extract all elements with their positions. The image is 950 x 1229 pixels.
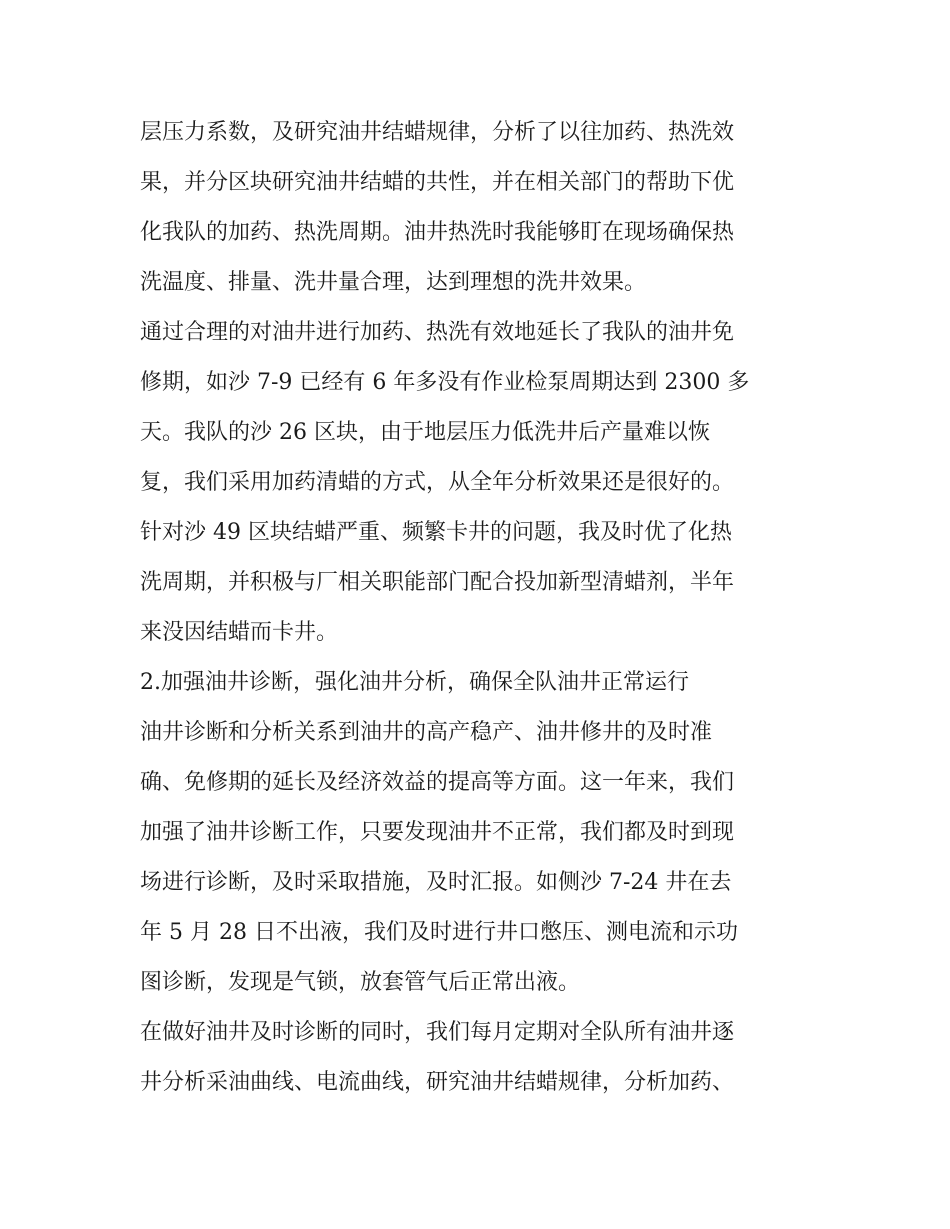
section-heading: 2.加强油井诊断，强化油井分析，确保全队油井正常运行 [140, 670, 689, 695]
text-line: 井分析采油曲线、电流曲线，研究油井结蜡规律，分析加药、 [140, 1070, 735, 1095]
text-line: 场进行诊断，及时采取措施，及时汇报。如侧沙 7-24 井在去 [140, 870, 732, 895]
text-line: 化我队的加药、热洗周期。油井热洗时我能够盯在现场确保热 [140, 220, 735, 245]
text-line: 来没因结蜡而卡井。 [140, 620, 339, 645]
text-line: 洗周期，并积极与厂相关职能部门配合投加新型清蜡剂，半年 [140, 570, 735, 595]
text-line: 层压力系数，及研究油井结蜡规律，分析了以往加药、热洗效 [140, 120, 735, 145]
text-line: 年 5 月 28 日不出液，我们及时进行井口憋压、测电流和示功 [140, 920, 738, 945]
text-line: 通过合理的对油井进行加药、热洗有效地延长了我队的油井免 [140, 320, 735, 345]
text-line: 天。我队的沙 26 区块，由于地层压力低洗井后产量难以恢 [140, 420, 710, 445]
text-line: 图诊断，发现是气锁，放套管气后正常出液。 [140, 970, 581, 995]
text-line: 果，并分区块研究油井结蜡的共性，并在相关部门的帮助下优 [140, 170, 735, 195]
text-line: 确、免修期的延长及经济效益的提高等方面。这一年来，我们 [140, 770, 735, 795]
text-line: 复，我们采用加药清蜡的方式，从全年分析效果还是很好的。 [140, 470, 735, 495]
text-line: 油井诊断和分析关系到油井的高产稳产、油井修井的及时准 [140, 720, 713, 745]
text-line: 针对沙 49 区块结蜡严重、频繁卡井的问题，我及时优了化热 [140, 520, 732, 545]
body-text [140, 108, 820, 1108]
text-line: 在做好油井及时诊断的同时，我们每月定期对全队所有油井逐 [140, 1020, 735, 1045]
text-line: 加强了油井诊断工作，只要发现油井不正常，我们都及时到现 [140, 820, 735, 845]
text-line: 洗温度、排量、洗井量合理，达到理想的洗井效果。 [140, 270, 647, 295]
text-line: 修期，如沙 7-9 已经有 6 年多没有作业检泵周期达到 2300 多 [140, 370, 750, 395]
